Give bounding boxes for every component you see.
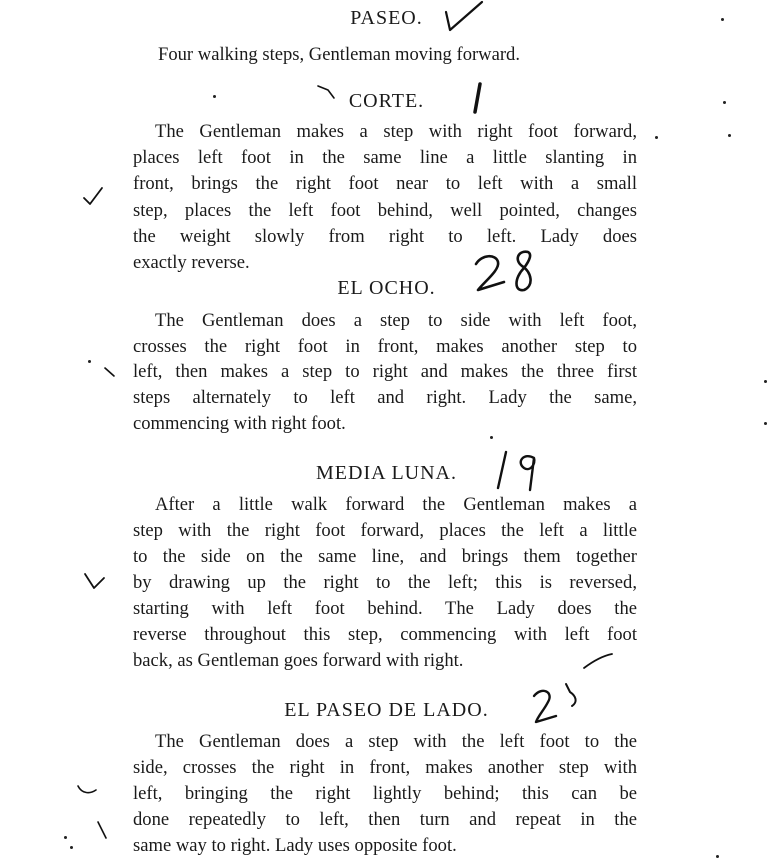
stray-dot [213, 95, 216, 98]
media-luna-line-6: reverse throughout this step, commencing with left foot [133, 624, 637, 645]
paseo-line-1: Four walking steps, Gentleman moving forward. [158, 44, 520, 65]
media-luna-line-3: to the side on the same line, and brings them together [133, 546, 637, 567]
el-paseo-de-lado-line-3: left, bringing the right lightly behind; this can be [133, 783, 637, 804]
media-luna-line-7: back, as Gentleman goes forward with right. [133, 650, 464, 671]
media-luna-line-1: After a little walk forward the Gentleman makes a [155, 494, 637, 515]
stray-dot [655, 136, 658, 139]
corte-line-3: front, brings the right foot near to left with a small [133, 173, 637, 194]
stray-dot [716, 855, 719, 858]
stray-dot [70, 846, 73, 849]
el-paseo-de-lado-line-2: side, crosses the right in front, makes another step with [133, 757, 637, 778]
numeral-19-media-luna-annotation [490, 444, 550, 494]
tick-mark-paseo-de-lado-margin-2 [94, 820, 112, 842]
media-luna-line-5: starting with left foot behind. The Lady does the [133, 598, 637, 619]
heading-corte: CORTE. [348, 90, 425, 112]
el-paseo-de-lado-line-1: The Gentleman does a step with the left foot to the [155, 731, 637, 752]
heading-el-paseo-de-lado: EL PASEO DE LADO. [284, 699, 489, 721]
heading-paseo: PASEO. [350, 7, 423, 29]
stroke-mark-media-luna-end [582, 650, 614, 672]
media-luna-line-4: by drawing up the right to the left; this is reversed, [133, 572, 637, 593]
stray-dot [764, 380, 767, 383]
stray-dot [64, 836, 67, 839]
numeral-1-corte-annotation [466, 80, 490, 116]
stray-dot [490, 436, 493, 439]
stray-dot [721, 18, 724, 21]
media-luna-line-2: step with the right foot forward, places the left a little [133, 520, 637, 541]
tick-mark-corte-margin [80, 184, 106, 208]
tick-mark-corte-heading [316, 82, 340, 102]
heading-media-luna: MEDIA LUNA. [316, 462, 457, 484]
corte-line-4: step, places the left foot behind, well pointed, changes [133, 200, 637, 221]
numeral-28-el-ocho-annotation [470, 246, 550, 296]
corte-line-5: the weight slowly from right to left. Lady does [133, 226, 637, 247]
el-ocho-line-2: crosses the right foot in front, makes another step to [133, 336, 637, 357]
el-ocho-line-5: commencing with right foot. [133, 413, 346, 434]
heading-el-ocho: EL OCHO. [337, 277, 436, 299]
corte-line-1: The Gentleman makes a step with right foot forward, [155, 121, 637, 142]
el-ocho-line-1: The Gentleman does a step to side with left foot, [155, 310, 637, 331]
stray-dot [728, 134, 731, 137]
tick-mark-el-ocho-margin [102, 364, 118, 380]
el-paseo-de-lado-line-5: same way to right. Lady uses opposite foot. [133, 835, 457, 856]
el-ocho-line-4: steps alternately to left and right. Lady the same, [133, 387, 637, 408]
numeral-25-el-paseo-de-lado-annotation [528, 682, 588, 728]
check-mark-paseo-annotation [438, 0, 488, 36]
el-paseo-de-lado-line-4: done repeatedly to left, then turn and repeat in the [133, 809, 637, 830]
stray-dot [723, 101, 726, 104]
corte-line-2: places left foot in the same line a little slanting in [133, 147, 637, 168]
stray-dot [88, 360, 91, 363]
corte-line-6: exactly reverse. [133, 252, 250, 273]
tick-mark-paseo-de-lado-margin [76, 782, 98, 798]
el-ocho-line-3: left, then makes a step to right and makes the three first [133, 361, 637, 382]
stray-dot [764, 422, 767, 425]
tick-mark-media-luna-margin [82, 570, 108, 594]
